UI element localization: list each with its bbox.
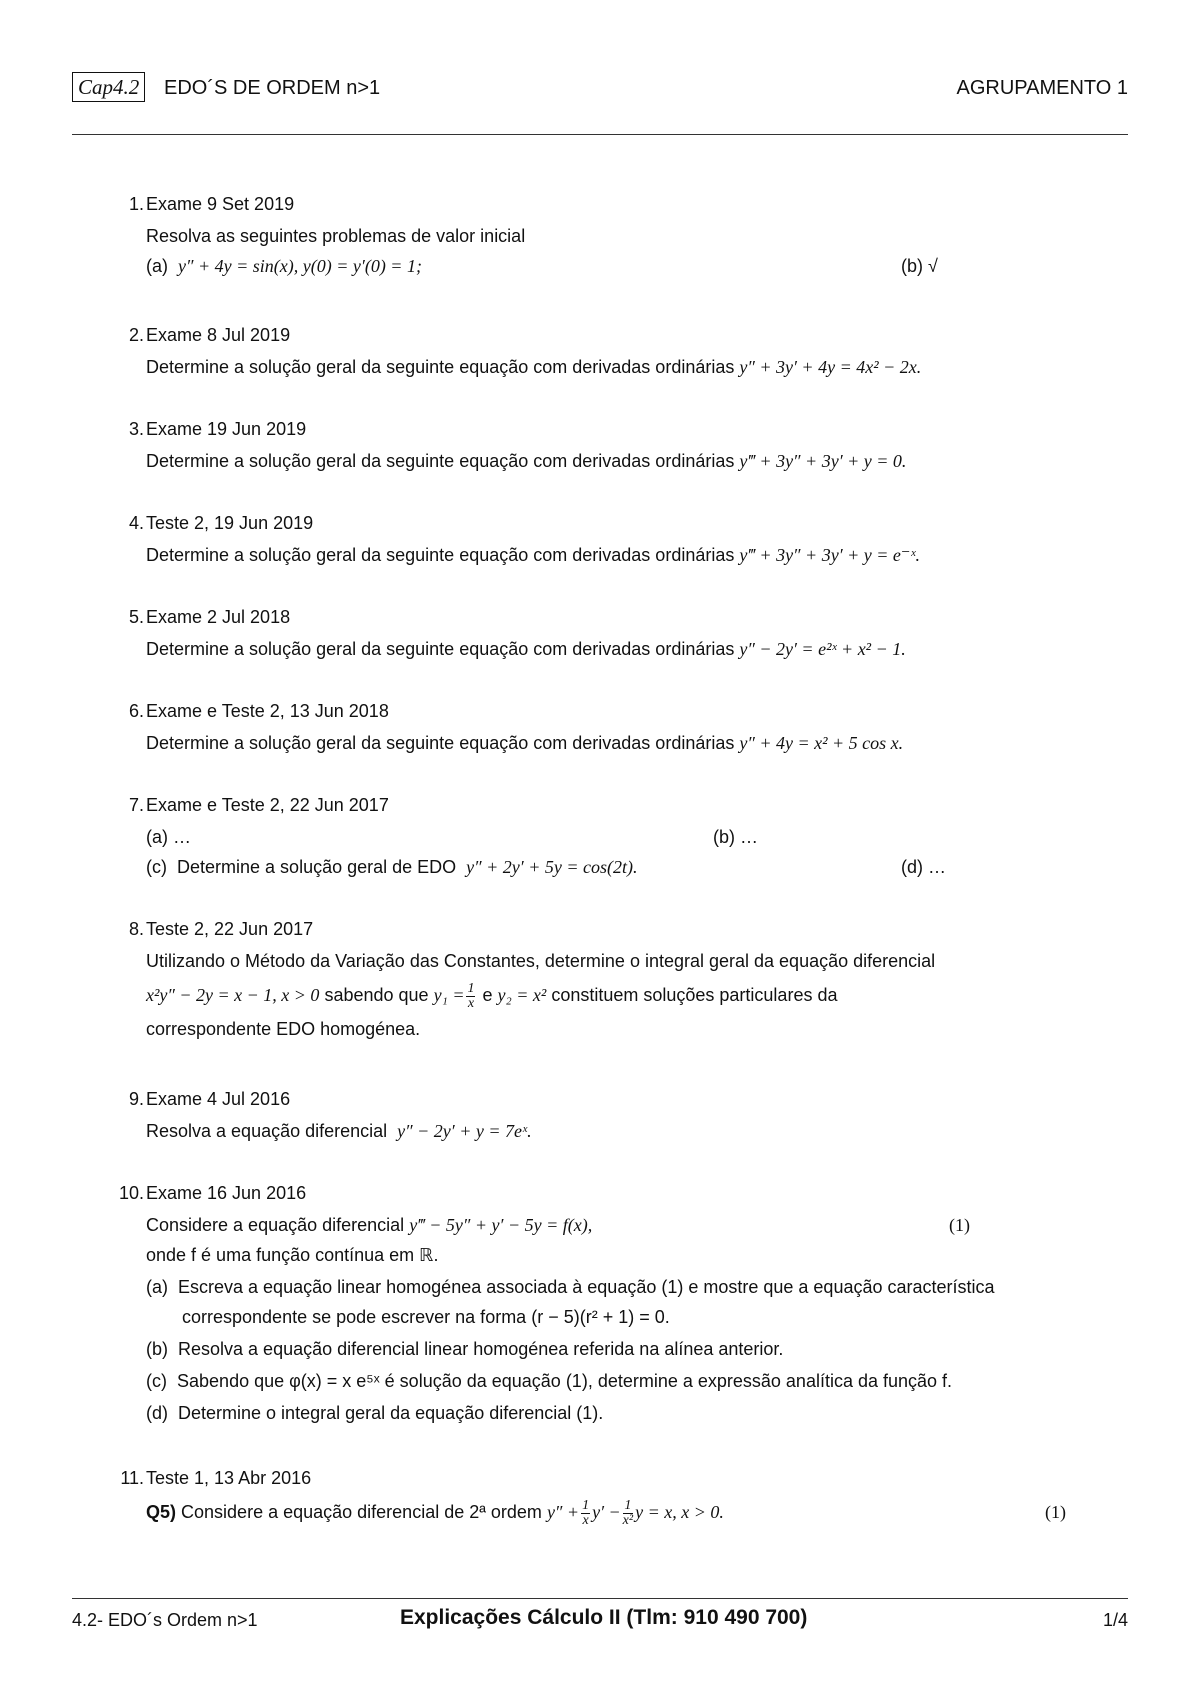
- item-heading: Exame 19 Jun 2019: [146, 419, 307, 439]
- item-text: Determine a solução geral da seguinte equação com derivadas ordinárias y‴ + 3y″ + 3y′ + y = 0.: [146, 451, 907, 471]
- footer-divider: [72, 1598, 1128, 1599]
- item-number: 10.: [118, 1183, 144, 1203]
- exercise-10: [108, 1178, 1138, 1428]
- item-part-d: (d) Determine o integral geral da equação diferencial (1).: [146, 1403, 604, 1423]
- item-number: 2.: [128, 325, 144, 345]
- item-number: 7.: [128, 795, 144, 815]
- item-text: Determine a solução geral da seguinte equação com derivadas ordinárias y″ − 2y′ = e²ˣ + x² − 1.: [146, 639, 906, 659]
- item-part-a: (a) …: [146, 827, 191, 847]
- exercise-3: [108, 414, 1138, 476]
- item-part-b: (b) …: [713, 827, 758, 847]
- item-text-line3: correspondente EDO homogénea.: [146, 1019, 421, 1039]
- item-text-line2: x²y″ − 2y = x − 1, x > 0 sabendo que y₁ = $\frac{1}{x}$ e y₂ = x² constituem soluções particulares da: [146, 980, 838, 1011]
- exercise-9: [108, 1084, 1138, 1146]
- fraction: $\frac{1}{x}$: [467, 980, 475, 1011]
- page-header: [72, 72, 1128, 106]
- item-text: Q5) Considere a equação diferencial de 2ª ordem y″ + $\frac{1}{x}$ y′ − $\frac{1}{\text{x²}}$ y = x, x > 0.: [146, 1497, 724, 1528]
- item-number: 3.: [128, 419, 144, 439]
- footer-left: 4.2- EDO´s Ordem n>1: [72, 1610, 258, 1630]
- item-part-a: (a) Escreva a equação linear homogénea associada à equação (1) e mostre que a equação característica: [146, 1277, 995, 1297]
- item-part-a: (a) y″ + 4y = sin(x), y(0) = y′(0) = 1;: [146, 256, 422, 276]
- exercise-4: [108, 508, 1138, 570]
- item-text: Utilizando o Método da Variação das Constantes, determine o integral geral da equação diferencial: [146, 951, 936, 971]
- fraction: $\frac{1}{x}$: [582, 1497, 590, 1528]
- item-text: Determine a solução geral da seguinte equação com derivadas ordinárias y″ + 4y = x² + 5 cos x.: [146, 733, 904, 753]
- item-text-line2: onde f é uma função contínua em ℝ.: [146, 1245, 439, 1265]
- item-text: Determine a solução geral da seguinte equação com derivadas ordinárias y″ + 3y′ + 4y = 4x² − 2x.: [146, 357, 922, 377]
- item-text: Resolva as seguintes problemas de valor inicial: [146, 226, 526, 246]
- exercise-8: [108, 914, 1138, 1044]
- chapter-badge: Cap4.2: [72, 72, 145, 102]
- item-part-b: (b) Resolva a equação diferencial linear homogénea referida na alínea anterior.: [146, 1339, 784, 1359]
- item-part-d: (d) …: [901, 857, 946, 877]
- equation-number: (1): [1045, 1502, 1066, 1522]
- item-text: Determine a solução geral da seguinte equação com derivadas ordinárias y‴ + 3y″ + 3y′ + y = e⁻ˣ.: [146, 545, 920, 565]
- item-number: 6.: [128, 701, 144, 721]
- item-part-b: (b) √: [901, 256, 938, 276]
- item-heading: Exame 8 Jul 2019: [146, 325, 291, 345]
- item-heading: Exame 4 Jul 2016: [146, 1089, 291, 1109]
- item-number: 4.: [128, 513, 144, 533]
- exercise-11: [108, 1463, 1138, 1533]
- item-heading: Exame 9 Set 2019: [146, 194, 295, 214]
- item-part-a-cont: correspondente se pode escrever na forma (r − 5)(r² + 1) = 0.: [182, 1307, 670, 1327]
- item-heading: Exame e Teste 2, 13 Jun 2018: [146, 701, 389, 721]
- item-heading: Teste 2, 19 Jun 2019: [146, 513, 314, 533]
- item-number: 8.: [128, 919, 144, 939]
- item-number: 1.: [128, 194, 144, 214]
- item-heading: Teste 1, 13 Abr 2016: [146, 1468, 312, 1488]
- item-number: 9.: [128, 1089, 144, 1109]
- exercise-5: [108, 602, 1138, 664]
- group-label: AGRUPAMENTO 1: [956, 77, 1128, 99]
- equation-number: (1): [949, 1215, 970, 1235]
- item-number: 11.: [120, 1468, 144, 1488]
- item-text: Considere a equação diferencial y‴ − 5y″ + y′ − 5y = f(x),: [146, 1215, 593, 1235]
- footer-center: Explicações Cálculo II (Tlm: 910 490 700): [400, 1606, 808, 1629]
- item-text: Resolva a equação diferencial y″ − 2y′ + y = 7eˣ.: [146, 1121, 532, 1141]
- fraction: $\frac{1}{\text{x²}}$: [622, 1497, 634, 1528]
- item-heading: Teste 2, 22 Jun 2017: [146, 919, 314, 939]
- item-part-c: (c) Determine a solução geral de EDO y″ + 2y′ + 5y = cos(2t).: [146, 857, 638, 877]
- exercise-1: [108, 189, 1138, 289]
- item-part-c: (c) Sabendo que φ(x) = x e⁵ˣ é solução da equação (1), determine a expressão analítica da função f.: [146, 1371, 953, 1391]
- page-number: 1/4: [1102, 1610, 1128, 1630]
- exercise-2: [108, 320, 1138, 382]
- item-heading: Exame e Teste 2, 22 Jun 2017: [146, 795, 389, 815]
- document-title: EDO´S DE ORDEM n>1: [164, 77, 381, 99]
- header-divider: [72, 134, 1128, 135]
- exercise-7: [108, 790, 1138, 882]
- item-heading: Exame 2 Jul 2018: [146, 607, 291, 627]
- item-heading: Exame 16 Jun 2016: [146, 1183, 307, 1203]
- exercise-6: [108, 696, 1138, 758]
- item-number: 5.: [128, 607, 144, 627]
